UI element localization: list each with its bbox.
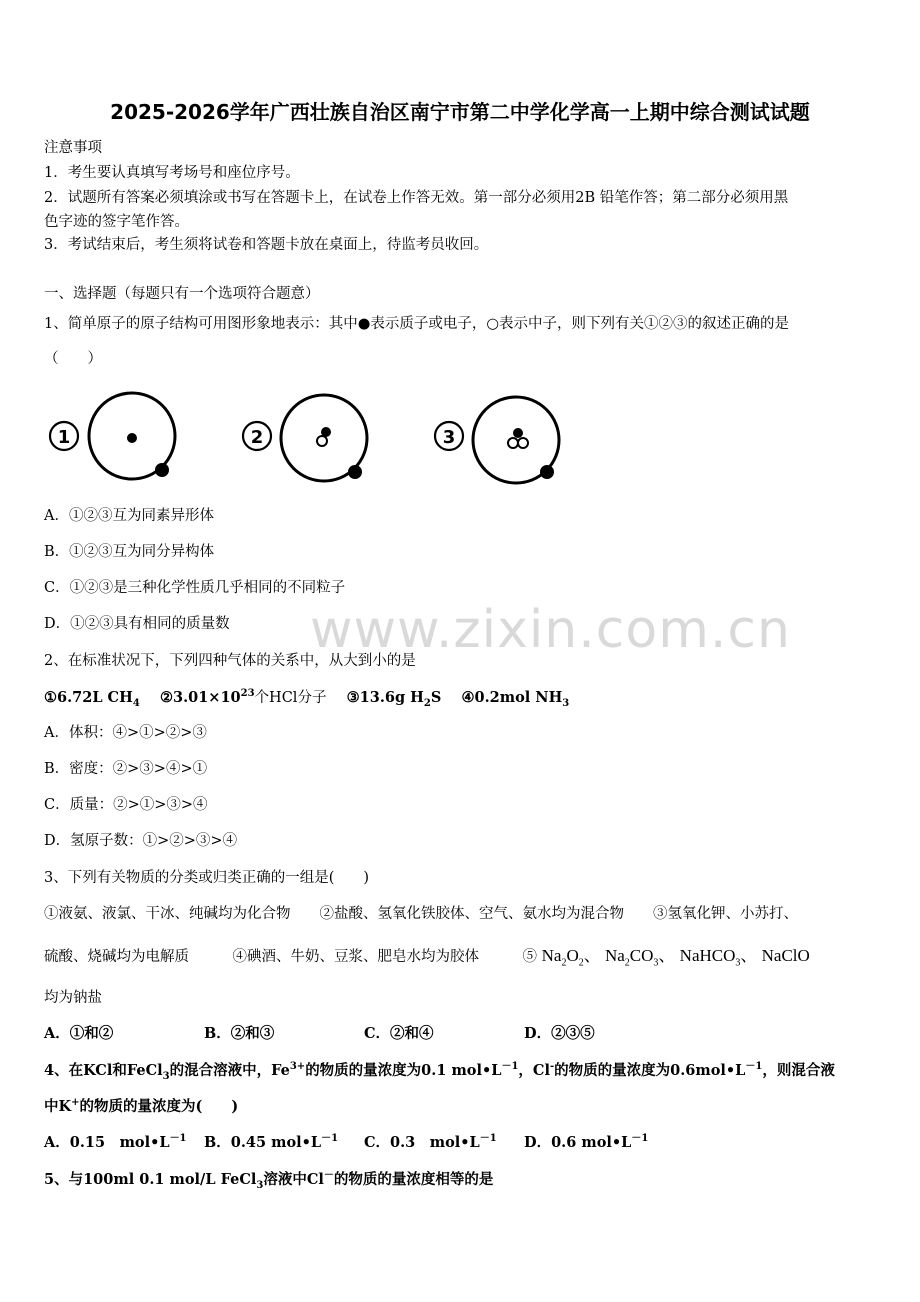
q3-stem: 3、下列有关物质的分类或归类正确的一组是( ) (44, 870, 370, 886)
q5-stem: 5、与100ml 0.1 mol/L FeCl$_3$溶液中Cl－的物质的量浓度相等的是 (44, 1170, 494, 1191)
q2-items (44, 688, 569, 708)
notice-item: 1．考生要认真填写考场号和座位序号。 (44, 165, 300, 181)
q4-option-b: B．0.45 $mol•L^{-1}$ (204, 1133, 339, 1151)
q2-item-4: ④0.2mol $NH_3$ (461, 689, 570, 709)
page-title: 2025-2026学年广西壮族自治区南宁市第二中学化学高一上期中综合测试试题 (110, 100, 810, 124)
nucleus-neutron-3a (508, 438, 518, 448)
notice-heading: 注意事项 (44, 140, 102, 156)
q2-option-b: B．密度：②>③>④>① (44, 761, 208, 777)
atom-1-figure (50, 393, 175, 479)
nucleus-neutron-2 (317, 436, 327, 446)
q2-stem: 2、在标准状况下，下列四种气体的关系中，从大到小的是 (44, 653, 416, 669)
notice-item: 2．试题所有答案必须填涂或书写在答题卡上，在试卷上作答无效。第一部分必须用2B 铅笔作答；第二部分必须用黑 (44, 190, 789, 206)
q3-option-d: D．②③⑤ (524, 1025, 595, 1042)
electron-2 (348, 465, 362, 479)
q2-item-1: ①6.72L $CH_4$ (44, 689, 140, 709)
q3-option-b: B．②和③ (204, 1025, 275, 1042)
q4-option-c: C．0.3 $mol•L^{-1}$ (364, 1133, 497, 1151)
q2-item-2: $②3.01\times 10^{23}$个HCl分子 (159, 688, 327, 706)
watermark: www.zixin.com.cn (310, 600, 791, 660)
q2-option-a: A．体积：④>①>②>③ (44, 725, 207, 741)
q3-line-1: ①液氨、液氯、干冰、纯碱均为化合物 ②盐酸、氢氧化铁胶体、空气、氨水均为混合物 ③氢氧化钾、小苏打、 (44, 906, 798, 922)
q1-option-a: A．①②③互为同素异形体 (44, 508, 214, 524)
atom-3-figure (435, 397, 559, 483)
q4-stem: 4、在KCl和FeCl$_3$的混合溶液中，$Fe^{3+}$的物质的量浓度为0.1 $mol•L^{-1}$，Cl-的物质的量浓度为$0.6mol•L^{-1}$，则混合液 (44, 1061, 835, 1082)
q1-option-d: D．①②③具有相同的质量数 (44, 616, 230, 632)
q4-stem-line-2: 中K+的物质的量浓度为( ) (44, 1097, 239, 1115)
notice-item: 色字迹的签字笔作答。 (44, 214, 189, 230)
label-1-text: 1 (57, 427, 71, 448)
sodium-salts-formula: $Na_2O_2$、 $Na_2CO_3$、 NaHCO$_3$、 NaClO (541, 946, 810, 969)
q1-option-b: B．①②③互为同分异构体 (44, 544, 215, 560)
q3-option-c: C．②和④ (364, 1025, 434, 1042)
nucleus-proton-3 (513, 428, 523, 438)
electron-3 (540, 465, 554, 479)
nucleus-neutron-3b (518, 438, 528, 448)
atom-diagrams (40, 386, 580, 494)
electron-1 (155, 463, 169, 477)
q4-option-a: A．0.15 $mol•L^{-1}$ (44, 1133, 187, 1151)
q1-option-c: C．①②③是三种化学性质几乎相同的不同粒子 (44, 580, 346, 596)
q3-line-3: 均为钠盐 (44, 990, 102, 1006)
q2-option-d: D．氢原子数：①>②>③>④ (44, 833, 238, 849)
q1-stem: 1、简单原子的原子结构可用图形象地表示：其中●表示质子或电子，○表示中子，则下列有关①②③的叙述正确的是 (44, 316, 790, 332)
label-2-text: 2 (250, 427, 264, 448)
q4-option-d: D．0.6 $mol•L^{-1}$ (524, 1133, 649, 1151)
q2-item-3: ③13.6g $H_2S$ (346, 689, 442, 709)
q3-option-a: A．①和② (44, 1025, 114, 1042)
notice-item: 3．考试结束后，考生须将试卷和答题卡放在桌面上，待监考员收回。 (44, 237, 489, 253)
q1-paren: （ ） (44, 351, 102, 367)
nucleus-proton-1 (127, 433, 137, 443)
q2-option-c: C．质量：②>①>③>④ (44, 797, 208, 813)
atom-2-figure (243, 395, 367, 481)
q3-line-2-text: 硫酸、烧碱均为电解质 ④碘酒、牛奶、豆浆、肥皂水均为胶体 ⑤ (44, 949, 537, 965)
q3-line-2 (44, 946, 810, 967)
section-heading: 一、选择题（每题只有一个选项符合题意） (44, 286, 320, 302)
label-3-text: 3 (442, 427, 456, 448)
